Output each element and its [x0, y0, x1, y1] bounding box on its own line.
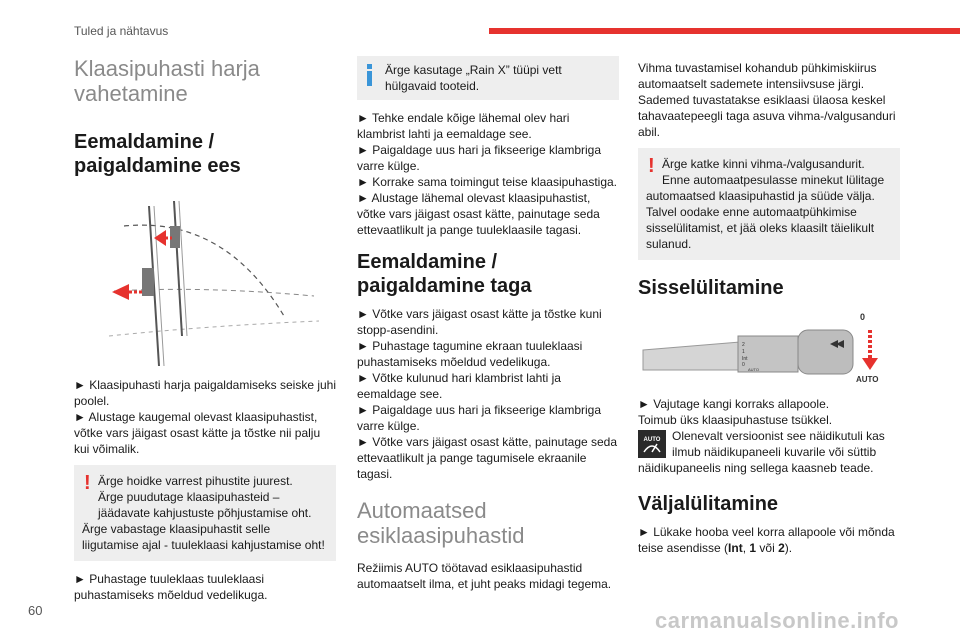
page-number: 60: [28, 603, 43, 618]
paragraph: Olenevalt versioonist see näidikutuli kas ilmub näidikupaneeli kuvarile või süttib näidikupaneelis ning sellega kaasneb teade.: [638, 429, 885, 475]
warning-box: [638, 148, 900, 260]
paragraph: ► Vajutage kangi korraks allapoole.: [638, 397, 830, 411]
auto-wiper-indicator-icon: AUTO: [638, 430, 666, 458]
warning-line: Ärge hoidke varrest pihustite juurest.: [98, 474, 293, 488]
wiper-stalk-illustration: [638, 308, 888, 388]
paragraph: ► Puhastage tagumine ekraan tuuleklaasi puhastamiseks mõeldud vedelikuga.: [357, 339, 583, 369]
paragraph: ► Korrake sama toimingut teise klaasipuhastiga.: [357, 175, 618, 189]
stalk-pos-2: 2: [742, 342, 745, 348]
column-1: [74, 56, 336, 603]
subtitle-front: Eemaldamine / paigaldamine ees: [74, 131, 241, 177]
header-accent-bar: [489, 28, 960, 34]
warning-box: [74, 465, 336, 561]
info-text: Ärge kasutage „Rain X” tüüpi vett hülgavaid tooteid.: [385, 63, 562, 93]
paragraph: ► Alustage kaugemal olevast klaasipuhastist, võtke vars jäigast osast kätte ja tõstke nii palju kui võimalik.: [74, 410, 321, 456]
paragraph: ► Puhastage tuuleklaas tuuleklaasi puhastamiseks mõeldud vedelikuga.: [74, 572, 268, 602]
column-3: [638, 56, 900, 556]
subtitle-switch-off: Väljalülitamine: [638, 493, 779, 515]
section-title-auto-wipers: Automaatsed esiklaasipuhastid: [357, 498, 525, 548]
subtitle-rear: Eemaldamine / paigaldamine taga: [357, 251, 532, 297]
warning-line: Ärge vabastage klaasipuhastit selle liigutamise ajal - tuuleklaasi kahjustamise oht!: [82, 522, 325, 552]
paragraph: Režiimis AUTO töötavad esiklaasipuhastid automaatselt ilma, et juht peaks midagi tegema.: [357, 561, 612, 591]
paragraph: ► Võtke kulunud hari klambrist lahti ja eemaldage see.: [357, 371, 561, 401]
stalk-label-top: 0: [860, 312, 866, 322]
paragraph: ► Paigaldage uus hari ja fikseerige klambriga varre külge.: [357, 143, 602, 173]
section-title-wiper-replace: Klaasipuhasti harja vahetamine: [74, 56, 260, 106]
watermark: carmanualsonline.info: [655, 608, 899, 633]
paragraph: ► Alustage lähemal olevast klaasipuhastist, võtke vars jäigast osast kätte, painutage seda ettevaatlikult ja pange tuuleklaasile tagasi.: [357, 191, 600, 237]
stalk-pos-int: Int: [742, 356, 748, 362]
warning-line: Talvel oodake enne automaatpühkimise sisselülitamist, et jää oleks klaasilt täielikult sulanud.: [646, 205, 875, 251]
paragraph: ► Klaasipuhasti harja paigaldamiseks seiske juhi poolel.: [74, 378, 337, 408]
paragraph: ► Lükake hooba veel korra allapoole või mõnda teise asendisse (Int, 1 või 2).: [638, 525, 895, 555]
warning-line: Ärge puudutage klaasipuhasteid – jäädavate kahjustuste põhjustamise oht.: [98, 490, 312, 520]
paragraph: Toimub üks klaasipuhastuse tsükkel.: [638, 413, 833, 427]
column-2: [357, 56, 619, 592]
stalk-label-auto: AUTO: [856, 375, 879, 384]
front-wiper-illustration: [104, 196, 324, 371]
warning-line: Ärge katke kinni vihma-/valgusandurit.: [662, 157, 865, 171]
stalk-pos-auto: AUTO: [748, 367, 760, 372]
paragraph: ► Võtke vars jäigast osast kätte ja tõstke kuni stopp-asendini.: [357, 307, 602, 337]
warning-line: Enne automaatpesulasse minekut lülitage automaatsed klaasipuhastid ja süüde välja.: [646, 173, 885, 203]
subtitle-switch-on: Sisselülitamine: [638, 277, 784, 299]
stalk-pos-0: 0: [742, 362, 745, 368]
info-box: [357, 56, 619, 100]
paragraph: ► Võtke vars jäigast osast kätte, painutage seda ettevaatlikult ja pange tagumisele ekraanile tagasi.: [357, 435, 618, 481]
info-icon: [367, 64, 372, 86]
auto-indicator-note: [638, 428, 900, 476]
warning-exclamation-icon: !: [84, 472, 91, 494]
section-header: Tuled ja nähtavus: [74, 24, 169, 38]
paragraph: ► Paigaldage uus hari ja fikseerige klambriga varre külge.: [357, 403, 602, 433]
stalk-pos-1: 1: [742, 349, 745, 355]
paragraph: Vihma tuvastamisel kohandub pühkimiskiirus automaatselt sademete intensiivsuse järgi. Sademed tuvastatakse esiklaasi ülaosa keskel tahavaatepeegli taga asuva vihma-/valgusanduri abil.: [638, 61, 896, 139]
warning-exclamation-icon: !: [648, 155, 655, 177]
paragraph: ► Tehke endale kõige lähemal olev hari klambrist lahti ja eemaldage see.: [357, 111, 570, 141]
